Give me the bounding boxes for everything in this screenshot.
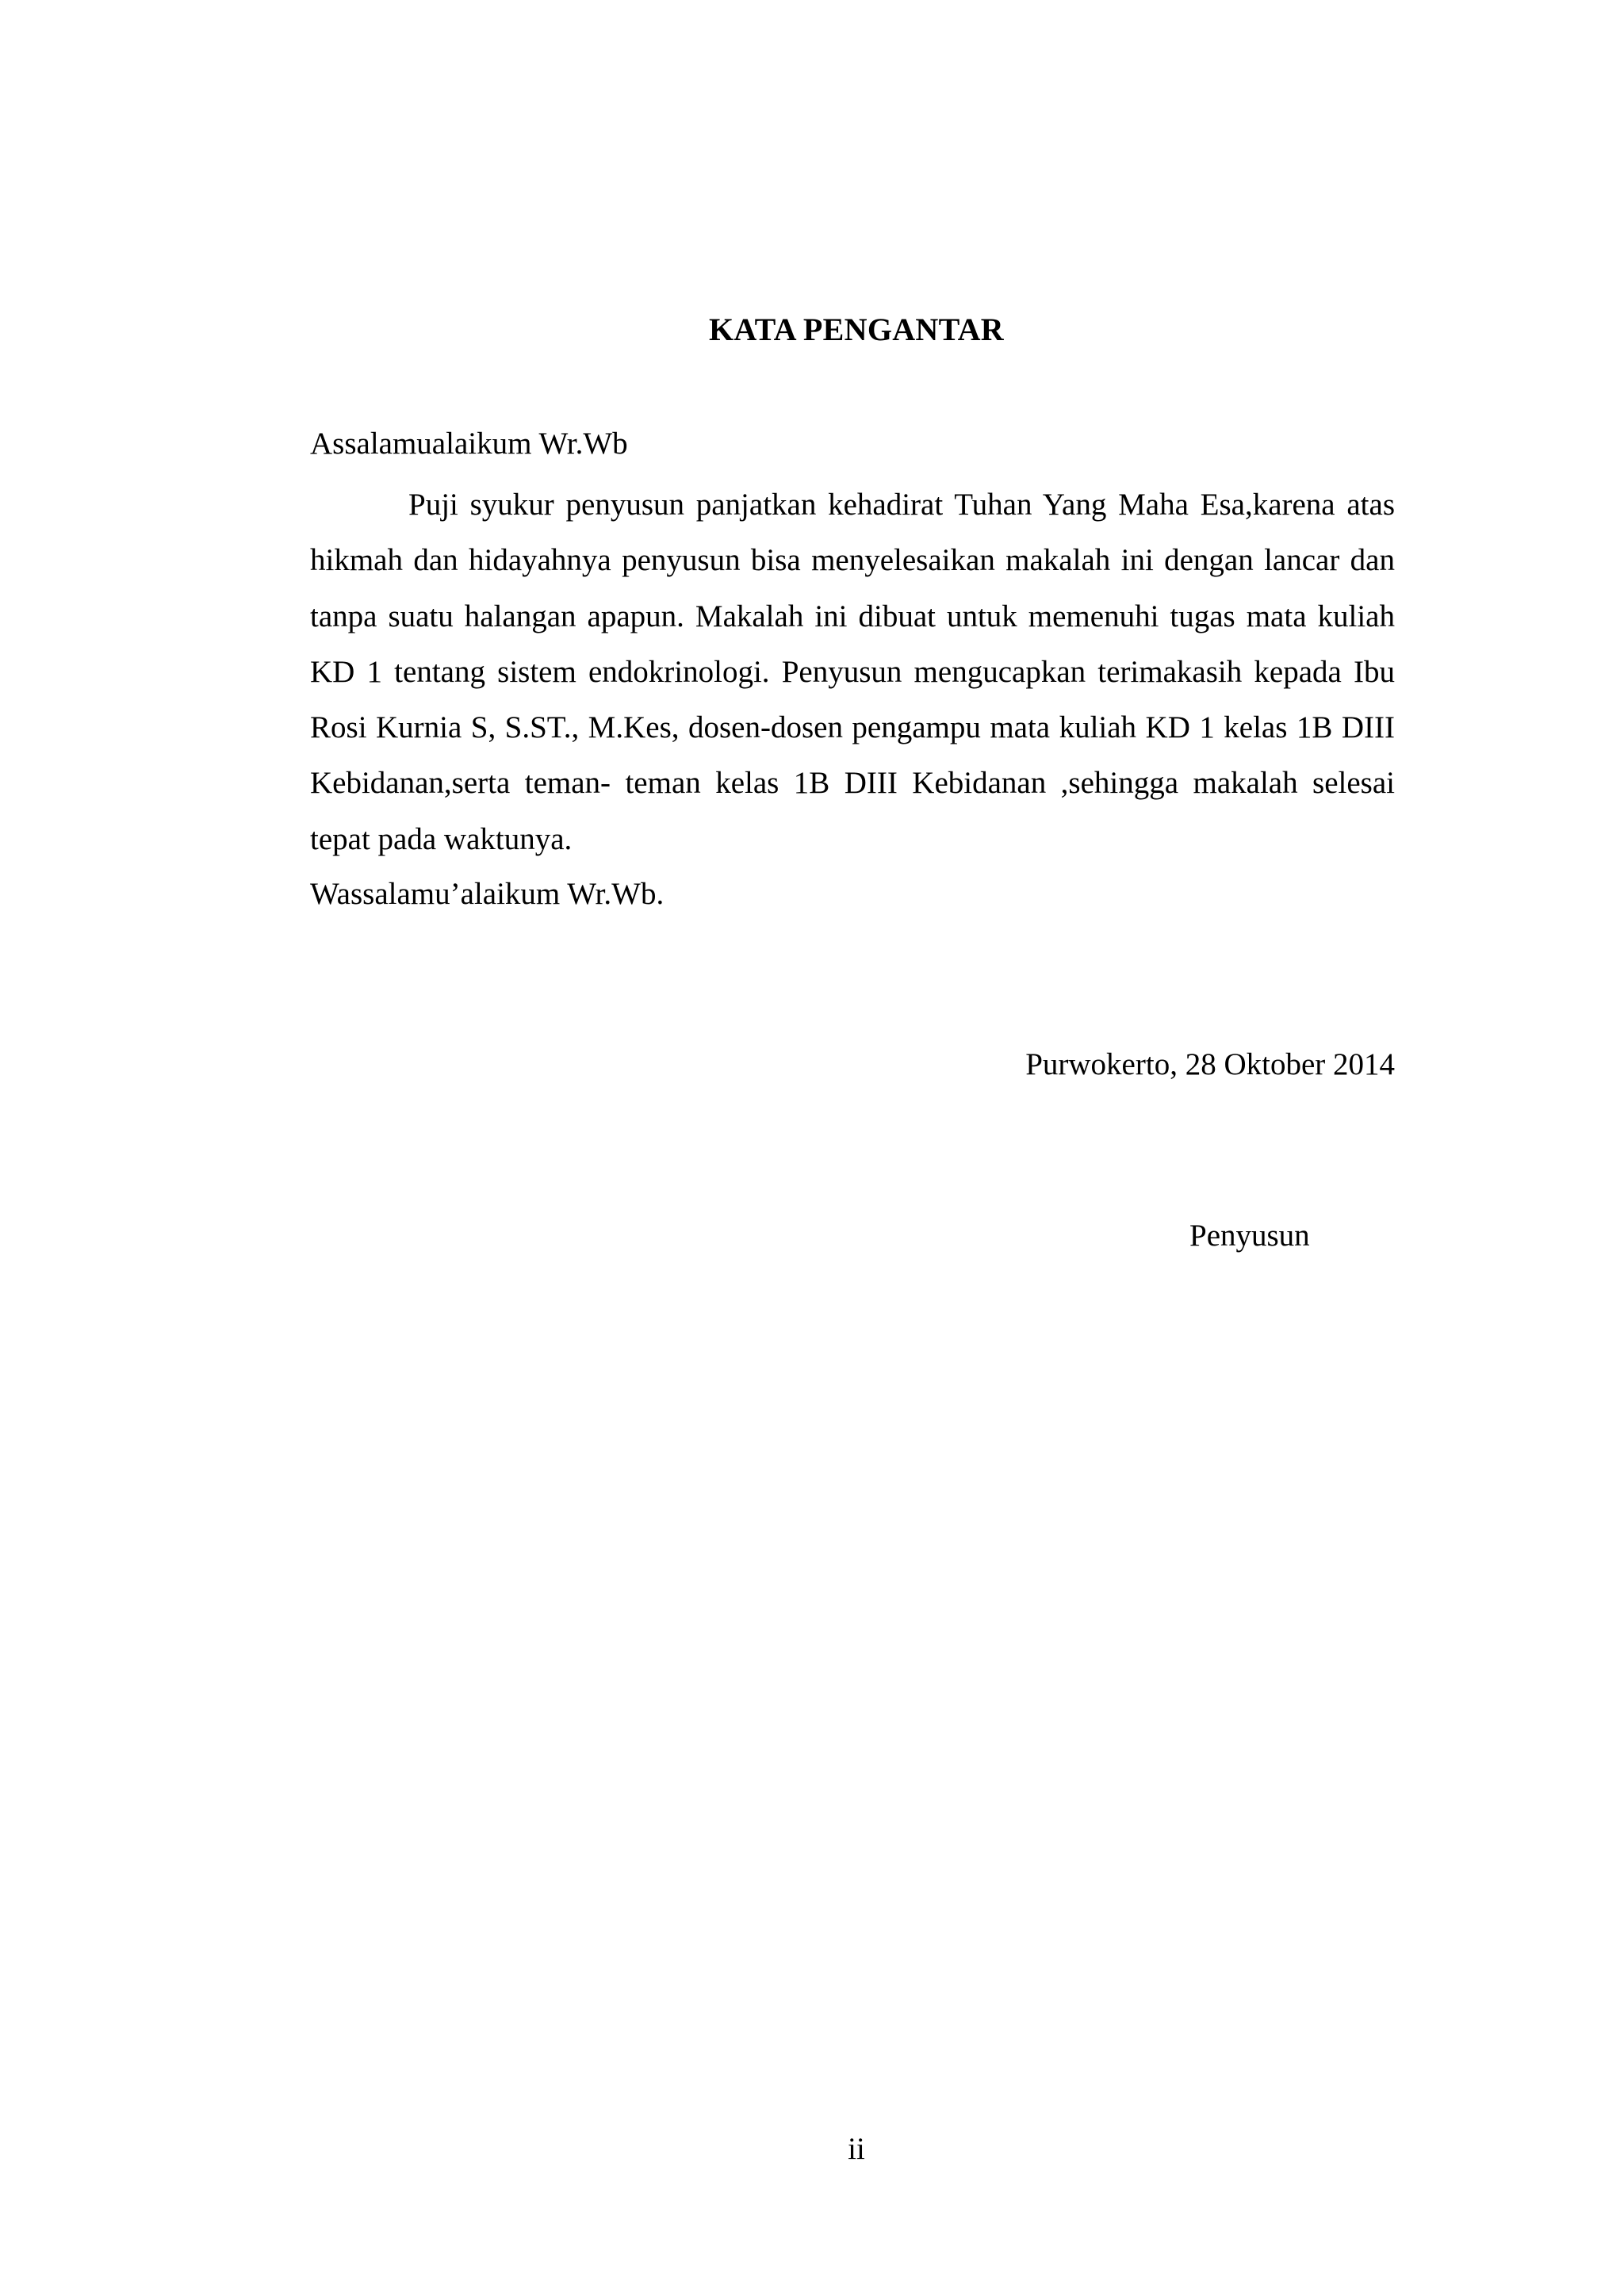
place-date: Purwokerto, 28 Oktober 2014 — [1025, 1047, 1395, 1081]
page-title: KATA PENGANTAR — [709, 312, 1004, 347]
signer-label: Penyusun — [1189, 1219, 1310, 1253]
body-paragraph: Puji syukur penyusun panjatkan kehadirat Tuhan Yang Maha Esa,karena atas hikmah dan hidayahnya penyusun bisa menyelesaikan makalah ini dengan lancar dan tanpa suatu halangan apapun. Makalah ini dibuat untuk memenuhi tugas mata kuliah KD 1 tentang sistem endokrinologi. Penyusun mengucapkan terimakasih kepada Ibu Rosi Kurnia S, S.ST., M.Kes, dosen-dosen pengampu mata kuliah KD 1 kelas 1B DIII Kebidanan,serta teman- teman kelas 1B DIII Kebidanan ,sehingga makalah selesai tepat pada waktunya. — [310, 488, 1395, 856]
page-number: ii — [848, 2132, 865, 2166]
opening-greeting: Assalamualaikum Wr.Wb — [310, 427, 628, 461]
closing-greeting: Wassalamu’alaikum Wr.Wb. — [310, 877, 665, 911]
